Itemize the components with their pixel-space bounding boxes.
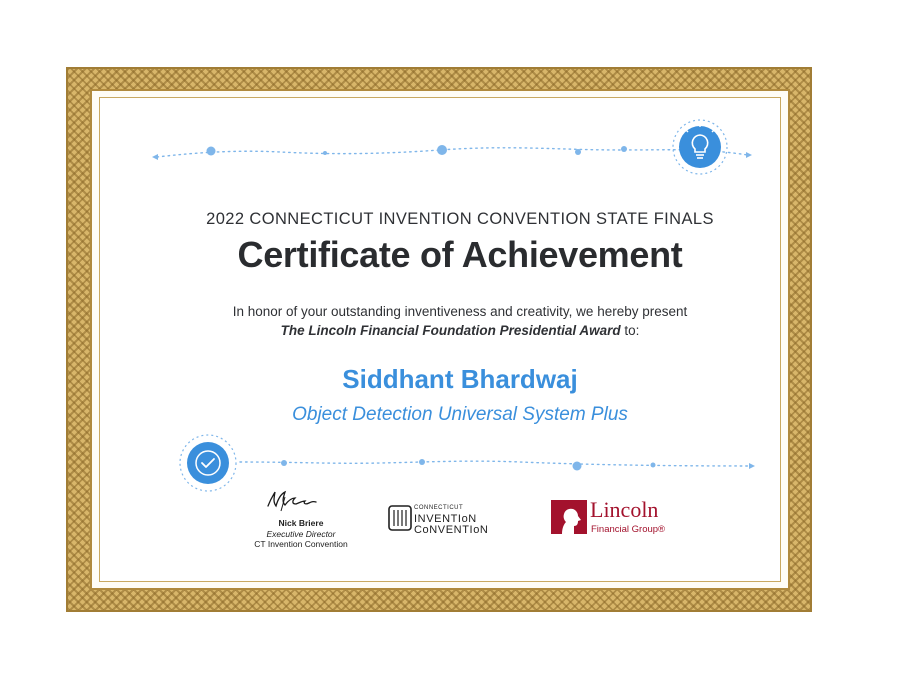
cic-line-1: CONNECTICUT [414, 505, 464, 511]
award-suffix: to: [620, 323, 640, 338]
award-line [130, 321, 790, 340]
event-name: 2022 CONNECTICUT INVENTION CONVENTION STATE FINALS [206, 210, 714, 228]
cic-logo-text [414, 503, 514, 536]
cic-line-2: INVENTIoN [414, 513, 477, 525]
lincoln-subtext: Financial Group® [591, 524, 666, 535]
signatory-block [226, 518, 376, 550]
signatory-title: Executive Director [266, 528, 336, 539]
recipient-name: Siddhant Bhardwaj [342, 364, 578, 394]
signatory-org: CT Invention Convention [254, 539, 348, 549]
honor-statement [130, 302, 790, 340]
award-name: The Lincoln Financial Foundation Presidential Award [280, 323, 621, 338]
honor-text: In honor of your outstanding inventiveness and creativity, we hereby present [232, 304, 688, 319]
cic-line-3: CoNVENTIoN [414, 524, 489, 536]
project-title: Object Detection Universal System Plus [292, 404, 628, 425]
lincoln-wordmark: Lincoln [590, 497, 659, 522]
certificate-title: Certificate of Achievement [237, 234, 683, 275]
signatory-name: Nick Briere [278, 518, 324, 528]
